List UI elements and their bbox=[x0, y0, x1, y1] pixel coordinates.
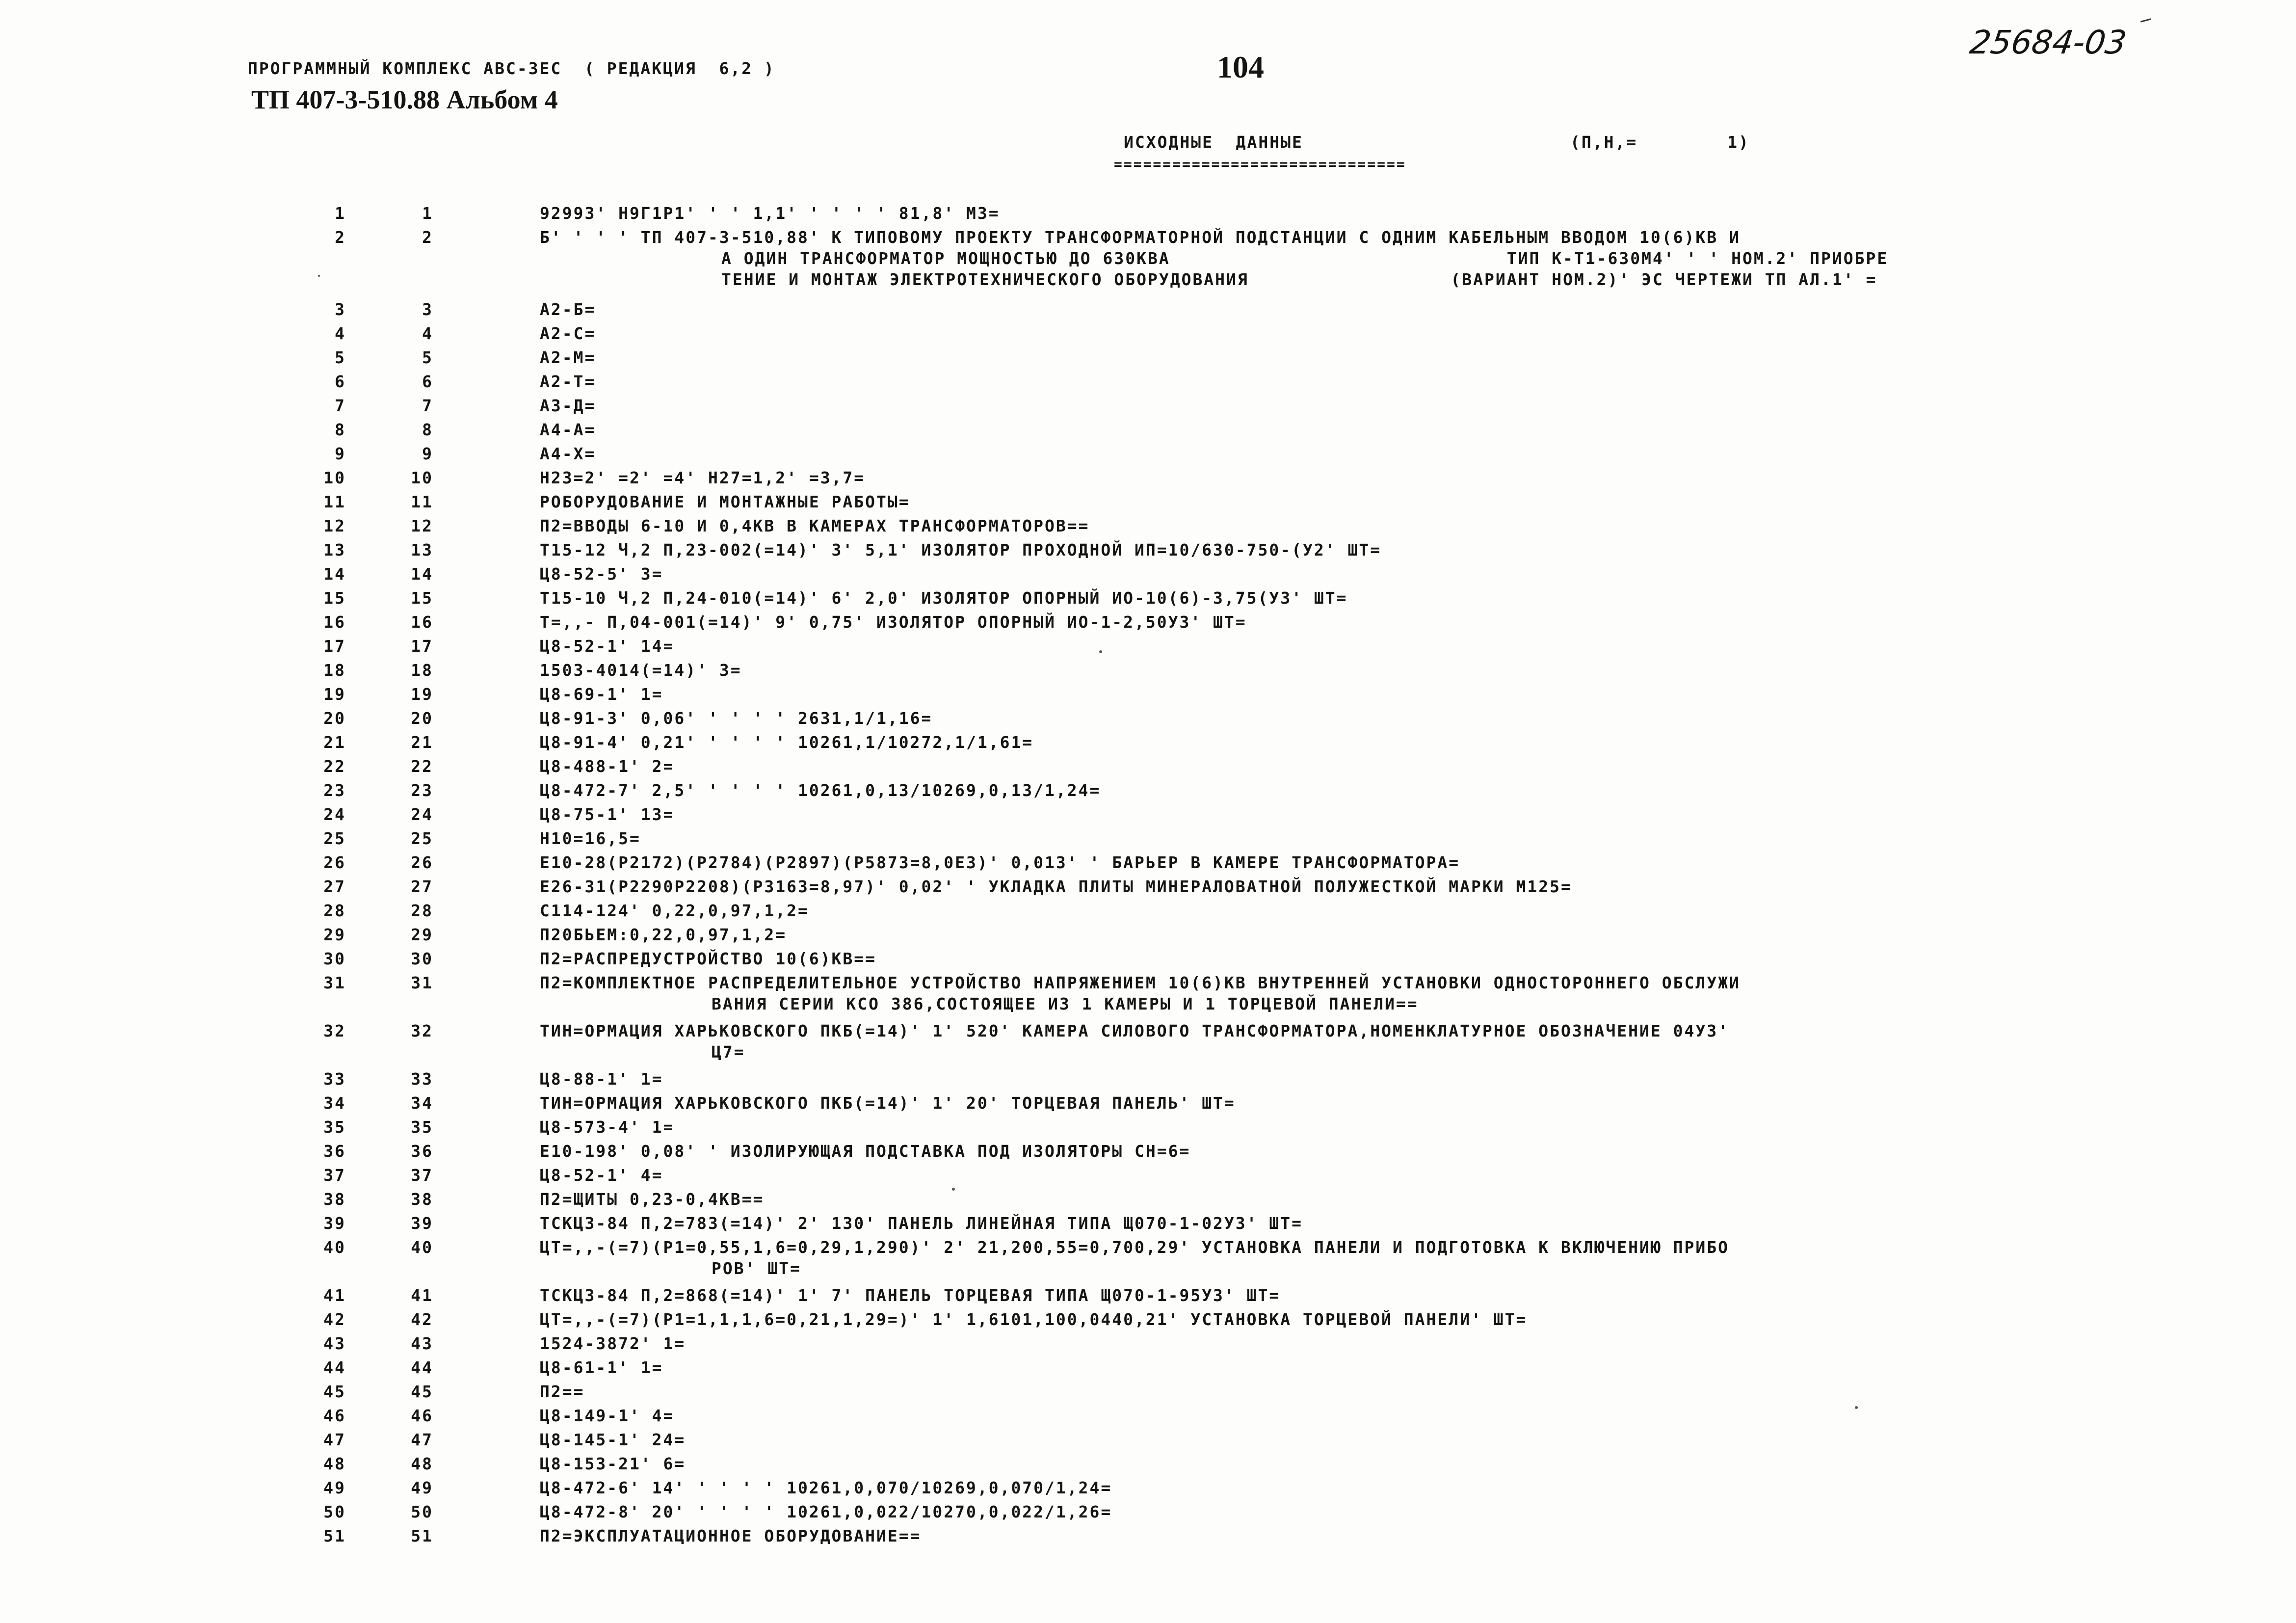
record-number: 37 bbox=[411, 1166, 433, 1185]
line-number: 20 bbox=[323, 709, 346, 728]
record-number: 45 bbox=[411, 1382, 433, 1401]
record-text: Т15-10 Ч,2 П,24-010(=14)' 6' 2,0' ИЗОЛЯТОР ОПОРНЫЙ ИО-10(6)-3,75(У3' ШТ= bbox=[540, 588, 1348, 608]
record-row bbox=[0, 1430, 2296, 1454]
record-text: Ц8-573-4' 1= bbox=[540, 1117, 675, 1137]
record-row bbox=[0, 1166, 2296, 1190]
section-title: ИСХОДНЫЕ ДАННЫЕ bbox=[1124, 133, 1303, 152]
line-number: 24 bbox=[323, 805, 346, 824]
record-text: 1524-3872' 1= bbox=[540, 1334, 686, 1353]
record-text: Е10-198' 0,08' ' ИЗОЛИРУЮЩАЯ ПОДСТАВКА ПОД ИЗОЛЯТОРЫ СН=6= bbox=[540, 1142, 1191, 1161]
line-number: 50 bbox=[323, 1502, 346, 1521]
line-number: 9 bbox=[335, 444, 346, 463]
record-number: 12 bbox=[411, 516, 433, 535]
record-number: 48 bbox=[411, 1454, 433, 1473]
record-row bbox=[0, 1526, 2296, 1550]
record-row bbox=[0, 661, 2296, 685]
record-number: 47 bbox=[411, 1430, 433, 1449]
record-row bbox=[0, 324, 2296, 348]
record-number: 22 bbox=[411, 757, 433, 776]
record-row bbox=[0, 564, 2296, 588]
line-number: 7 bbox=[335, 396, 346, 415]
record-number: 42 bbox=[411, 1310, 433, 1329]
record-row bbox=[0, 1286, 2296, 1310]
scan-speck bbox=[1855, 1406, 1858, 1409]
record-text: П2=ЩИТЫ 0,23-0,4КВ== bbox=[540, 1190, 765, 1209]
record-continuation: Ц7= bbox=[712, 1042, 745, 1062]
record-text: Ц8-61-1' 1= bbox=[540, 1358, 663, 1377]
record-continuation: РОВ' ШТ= bbox=[712, 1259, 801, 1278]
line-number: 6 bbox=[335, 372, 346, 391]
record-row bbox=[0, 1214, 2296, 1238]
record-text: Ц8-52-5' 3= bbox=[540, 564, 663, 584]
line-number: 5 bbox=[335, 348, 346, 367]
record-number: 8 bbox=[422, 420, 433, 439]
record-text: П20БЬЕМ:0,22,0,97,1,2= bbox=[540, 925, 787, 944]
record-number: 4 bbox=[422, 324, 433, 343]
record-text: 92993' Н9Г1Р1' ' ' 1,1' ' ' ' ' 81,8' М3= bbox=[540, 204, 1000, 223]
scan-speck bbox=[952, 1188, 955, 1191]
program-header: ПРОГРАММНЫЙ КОМПЛЕКС АВС-3ЕС ( РЕДАКЦИЯ 6,2 ) bbox=[248, 59, 775, 78]
record-row bbox=[0, 685, 2296, 709]
line-number: 44 bbox=[323, 1358, 346, 1377]
record-number: 41 bbox=[411, 1286, 433, 1305]
line-number: 51 bbox=[323, 1526, 346, 1545]
line-number: 40 bbox=[323, 1238, 346, 1257]
record-text: Е10-28(Р2172)(Р2784)(Р2897)(Р5873=8,0Е3)' 0,013' ' БАРЬЕР В КАМЕРЕ ТРАНСФОРМАТОРА= bbox=[540, 853, 1460, 872]
record-number: 32 bbox=[411, 1021, 433, 1040]
record-text: ТИН=ОРМАЦИЯ ХАРЬКОВСКОГО ПКБ(=14)' 1' 520' КАМЕРА СИЛОВОГО ТРАНСФОРМАТОРА,НОМЕНКЛАТУРНОЕ ОБОЗНАЧЕНИЕ 04У3' bbox=[540, 1021, 1729, 1040]
record-row bbox=[0, 540, 2296, 564]
record-number: 35 bbox=[411, 1117, 433, 1137]
line-number: 48 bbox=[323, 1454, 346, 1473]
record-number: 5 bbox=[422, 348, 433, 367]
line-number: 45 bbox=[323, 1382, 346, 1401]
line-number: 16 bbox=[323, 612, 346, 632]
record-text: РОБОРУДОВАНИЕ И МОНТАЖНЫЕ РАБОТЫ= bbox=[540, 492, 910, 511]
record-row bbox=[0, 1142, 2296, 1166]
record-row bbox=[0, 1021, 2296, 1069]
record-text: П2=ЭКСПЛУАТАЦИОННОЕ ОБОРУДОВАНИЕ== bbox=[540, 1526, 922, 1545]
record-continuation: ВАНИЯ СЕРИИ КСО 386,СОСТОЯЩЕЕ ИЗ 1 КАМЕРЫ И 1 ТОРЦЕВОЙ ПАНЕЛИ== bbox=[712, 994, 1419, 1013]
record-row bbox=[0, 1478, 2296, 1502]
line-number: 19 bbox=[323, 685, 346, 704]
record-text: Т15-12 Ч,2 П,23-002(=14)' 3' 5,1' ИЗОЛЯТОР ПРОХОДНОЙ ИП=10/630-750-(У2' ШТ= bbox=[540, 540, 1382, 559]
record-text: Е26-31(Р2290Р2208)(Р3163=8,97)' 0,02' ' УКЛАДКА ПЛИТЫ МИНЕРАЛОВАТНОЙ ПОЛУЖЕСТКОЙ МАРКИ М125= bbox=[540, 877, 1572, 896]
record-number: 38 bbox=[411, 1190, 433, 1209]
record-row bbox=[0, 1069, 2296, 1093]
record-number: 26 bbox=[411, 853, 433, 872]
record-row bbox=[0, 1238, 2296, 1286]
record-text: Н23=2' =2' =4' Н27=1,2' =3,7= bbox=[540, 468, 866, 487]
line-number: 23 bbox=[323, 781, 346, 800]
record-number: 43 bbox=[411, 1334, 433, 1353]
line-number: 46 bbox=[323, 1406, 346, 1425]
record-number: 25 bbox=[411, 829, 433, 848]
record-number: 2 bbox=[422, 228, 433, 247]
line-number: 21 bbox=[323, 733, 346, 752]
record-text: Ц8-52-1' 14= bbox=[540, 637, 675, 656]
record-number: 44 bbox=[411, 1358, 433, 1377]
record-text: Ц8-52-1' 4= bbox=[540, 1166, 663, 1185]
line-number: 27 bbox=[323, 877, 346, 896]
line-number: 2 bbox=[335, 228, 346, 247]
line-number: 49 bbox=[323, 1478, 346, 1497]
record-row bbox=[0, 1093, 2296, 1117]
record-text: ТСКЦ3-84 П,2=868(=14)' 1' 7' ПАНЕЛЬ ТОРЦЕВАЯ ТИПА Щ070-1-95У3' ШТ= bbox=[540, 1286, 1281, 1305]
record-row bbox=[0, 709, 2296, 733]
record-text: Ц8-75-1' 13= bbox=[540, 805, 675, 824]
record-number: 46 bbox=[411, 1406, 433, 1425]
record-row bbox=[0, 1382, 2296, 1406]
record-row bbox=[0, 228, 2296, 300]
record-row bbox=[0, 1358, 2296, 1382]
record-row bbox=[0, 1502, 2296, 1526]
line-number: 15 bbox=[323, 588, 346, 608]
record-text: С114-124' 0,22,0,97,1,2= bbox=[540, 901, 809, 920]
record-row bbox=[0, 1454, 2296, 1478]
record-number: 20 bbox=[411, 709, 433, 728]
record-number: 6 bbox=[422, 372, 433, 391]
record-row bbox=[0, 757, 2296, 781]
record-row bbox=[0, 588, 2296, 612]
record-text: Ц8-488-1' 2= bbox=[540, 757, 675, 776]
scan-speck bbox=[1099, 650, 1102, 653]
line-number: 17 bbox=[323, 637, 346, 656]
record-number: 18 bbox=[411, 661, 433, 680]
record-number: 28 bbox=[411, 901, 433, 920]
archive-stamp: 25684-03 bbox=[1967, 24, 2129, 61]
record-text: Ц8-91-4' 0,21' ' ' ' ' 10261,1/10272,1/1,61= bbox=[540, 733, 1034, 752]
line-number: 4 bbox=[335, 324, 346, 343]
data-rows bbox=[0, 204, 2296, 1550]
line-number: 31 bbox=[323, 973, 346, 992]
record-number: 1 bbox=[422, 204, 433, 223]
line-number: 43 bbox=[323, 1334, 346, 1353]
line-number: 34 bbox=[323, 1093, 346, 1113]
record-text: Ц8-69-1' 1= bbox=[540, 685, 663, 704]
record-number: 30 bbox=[411, 949, 433, 968]
record-number: 23 bbox=[411, 781, 433, 800]
record-number: 16 bbox=[411, 612, 433, 632]
section-parameters: (П,Н,= 1) bbox=[1570, 133, 1750, 152]
record-number: 19 bbox=[411, 685, 433, 704]
line-number: 10 bbox=[323, 468, 346, 487]
line-number: 33 bbox=[323, 1069, 346, 1089]
record-text: ЦТ=,,-(=7)(Р1=0,55,1,6=0,29,1,290)' 2' 21,200,55=0,700,29' УСТАНОВКА ПАНЕЛИ И ПОДГОТОВКА К ВКЛЮЧЕНИЮ ПРИБО bbox=[540, 1238, 1729, 1257]
record-number: 33 bbox=[411, 1069, 433, 1089]
record-number: 9 bbox=[422, 444, 433, 463]
record-text: 1503-4014(=14)' 3= bbox=[540, 661, 742, 680]
record-row bbox=[0, 612, 2296, 637]
record-text: Н10=16,5= bbox=[540, 829, 641, 848]
record-row bbox=[0, 829, 2296, 853]
record-row bbox=[0, 1310, 2296, 1334]
record-row bbox=[0, 805, 2296, 829]
record-text: Ц8-91-3' 0,06' ' ' ' ' 2631,1/1,16= bbox=[540, 709, 933, 728]
record-number: 27 bbox=[411, 877, 433, 896]
record-row bbox=[0, 444, 2296, 468]
record-row bbox=[0, 925, 2296, 949]
line-number: 26 bbox=[323, 853, 346, 872]
record-row bbox=[0, 348, 2296, 372]
record-row bbox=[0, 853, 2296, 877]
record-number: 49 bbox=[411, 1478, 433, 1497]
record-text: Ц8-88-1' 1= bbox=[540, 1069, 663, 1089]
line-number: 36 bbox=[323, 1142, 346, 1161]
record-text: Ц8-472-6' 14' ' ' ' ' 10261,0,070/10269,0,070/1,24= bbox=[540, 1478, 1112, 1497]
record-row bbox=[0, 973, 2296, 1021]
record-text: ТИН=ОРМАЦИЯ ХАРЬКОВСКОГО ПКБ(=14)' 1' 20' ТОРЦЕВАЯ ПАНЕЛЬ' ШТ= bbox=[540, 1093, 1236, 1113]
record-row bbox=[0, 1406, 2296, 1430]
line-number: 11 bbox=[323, 492, 346, 511]
line-number: 8 bbox=[335, 420, 346, 439]
record-text: А2-Т= bbox=[540, 372, 596, 391]
section-underline: ============================== bbox=[1114, 156, 1406, 172]
record-continuation: А ОДИН ТРАНСФОРМАТОР МОЩНОСТЬЮ ДО 630КВА ТИП К-Т1-630М4' ' ' НОМ.2' ПРИОБРЕ bbox=[721, 249, 1889, 268]
record-number: 31 bbox=[411, 973, 433, 992]
line-number: 13 bbox=[323, 540, 346, 559]
record-row bbox=[0, 204, 2296, 228]
record-row bbox=[0, 516, 2296, 540]
record-number: 7 bbox=[422, 396, 433, 415]
record-number: 24 bbox=[411, 805, 433, 824]
record-text: Ц8-149-1' 4= bbox=[540, 1406, 675, 1425]
line-number: 47 bbox=[323, 1430, 346, 1449]
record-text: П2=РАСПРЕДУСТРОЙСТВО 10(6)КВ== bbox=[540, 949, 877, 968]
record-number: 3 bbox=[422, 300, 433, 319]
line-number: 39 bbox=[323, 1214, 346, 1233]
record-row bbox=[0, 637, 2296, 661]
line-number: 22 bbox=[323, 757, 346, 776]
line-number: 30 bbox=[323, 949, 346, 968]
line-number: 37 bbox=[323, 1166, 346, 1185]
record-text: А4-Х= bbox=[540, 444, 596, 463]
record-row bbox=[0, 492, 2296, 516]
record-row bbox=[0, 420, 2296, 444]
record-number: 36 bbox=[411, 1142, 433, 1161]
record-row bbox=[0, 300, 2296, 324]
line-number: 12 bbox=[323, 516, 346, 535]
line-number: 25 bbox=[323, 829, 346, 848]
record-text: П2== bbox=[540, 1382, 585, 1401]
line-number: 29 bbox=[323, 925, 346, 944]
record-number: 51 bbox=[411, 1526, 433, 1545]
record-text: Ц8-153-21' 6= bbox=[540, 1454, 686, 1473]
line-number: 14 bbox=[323, 564, 346, 584]
record-number: 50 bbox=[411, 1502, 433, 1521]
record-row bbox=[0, 1190, 2296, 1214]
record-row bbox=[0, 1117, 2296, 1142]
line-number: 42 bbox=[323, 1310, 346, 1329]
line-number: 28 bbox=[323, 901, 346, 920]
record-row bbox=[0, 901, 2296, 925]
record-row bbox=[0, 733, 2296, 757]
record-text: А2-М= bbox=[540, 348, 596, 367]
record-row bbox=[0, 949, 2296, 973]
record-number: 11 bbox=[411, 492, 433, 511]
record-number: 14 bbox=[411, 564, 433, 584]
record-number: 29 bbox=[411, 925, 433, 944]
line-number: 32 bbox=[323, 1021, 346, 1040]
record-text: А4-А= bbox=[540, 420, 596, 439]
record-text: Ц8-472-7' 2,5' ' ' ' ' 10261,0,13/10269,0,13/1,24= bbox=[540, 781, 1101, 800]
record-text: Б' ' ' ' ТП 407-3-510,88' К ТИПОВОМУ ПРОЕКТУ ТРАНСФОРМАТОРНОЙ ПОДСТАНЦИИ С ОДНИМ КАБЕЛЬНЫМ ВВОДОМ 10(6)КВ И bbox=[540, 228, 1741, 247]
record-row bbox=[0, 877, 2296, 901]
record-text: А3-Д= bbox=[540, 396, 596, 415]
record-number: 17 bbox=[411, 637, 433, 656]
record-text: ТСКЦ3-84 П,2=783(=14)' 2' 130' ПАНЕЛЬ ЛИНЕЙНАЯ ТИПА Щ070-1-02У3' ШТ= bbox=[540, 1214, 1303, 1233]
record-row bbox=[0, 1334, 2296, 1358]
record-number: 10 bbox=[411, 468, 433, 487]
record-text: Ц8-145-1' 24= bbox=[540, 1430, 686, 1449]
line-number: 18 bbox=[323, 661, 346, 680]
record-text: А2-Б= bbox=[540, 300, 596, 319]
record-number: 15 bbox=[411, 588, 433, 608]
record-text: Т=,,- П,04-001(=14)' 9' 0,75' ИЗОЛЯТОР ОПОРНЫЙ ИО-1-2,50У3' ШТ= bbox=[540, 612, 1247, 632]
scan-speck bbox=[318, 275, 320, 277]
record-continuation: ТЕНИЕ И МОНТАЖ ЭЛЕКТРОТЕХНИЧЕСКОГО ОБОРУДОВАНИЯ (ВАРИАНТ НОМ.2)' ЭС ЧЕРТЕЖИ ТП АЛ.1' = bbox=[721, 270, 1877, 289]
record-row bbox=[0, 396, 2296, 420]
record-text: А2-С= bbox=[540, 324, 596, 343]
document-reference: ТП 407-3-510.88 Альбом 4 bbox=[251, 85, 558, 114]
record-number: 39 bbox=[411, 1214, 433, 1233]
record-row bbox=[0, 372, 2296, 396]
record-row bbox=[0, 781, 2296, 805]
page-number: 104 bbox=[1217, 50, 1264, 84]
record-number: 40 bbox=[411, 1238, 433, 1257]
stamp-mark bbox=[2140, 18, 2151, 23]
line-number: 3 bbox=[335, 300, 346, 319]
line-number: 35 bbox=[323, 1117, 346, 1137]
record-number: 21 bbox=[411, 733, 433, 752]
line-number: 38 bbox=[323, 1190, 346, 1209]
line-number: 1 bbox=[335, 204, 346, 223]
record-text: ЦТ=,,-(=7)(Р1=1,1,1,6=0,21,1,29=)' 1' 1,6101,100,0440,21' УСТАНОВКА ТОРЦЕВОЙ ПАНЕЛИ' ШТ= bbox=[540, 1310, 1528, 1329]
record-number: 13 bbox=[411, 540, 433, 559]
record-text: П2=ВВОДЫ 6-10 И 0,4КВ В КАМЕРАХ ТРАНСФОРМАТОРОВ== bbox=[540, 516, 1090, 535]
record-text: Ц8-472-8' 20' ' ' ' ' 10261,0,022/10270,0,022/1,26= bbox=[540, 1502, 1112, 1521]
line-number: 41 bbox=[323, 1286, 346, 1305]
record-number: 34 bbox=[411, 1093, 433, 1113]
record-text: П2=КОМПЛЕКТНОЕ РАСПРЕДЕЛИТЕЛЬНОЕ УСТРОЙСТВО НАПРЯЖЕНИЕМ 10(6)КВ ВНУТРЕННЕЙ УСТАНОВКИ ОДНОСТОРОННЕГО ОБСЛУЖИ bbox=[540, 973, 1741, 992]
record-row bbox=[0, 468, 2296, 492]
